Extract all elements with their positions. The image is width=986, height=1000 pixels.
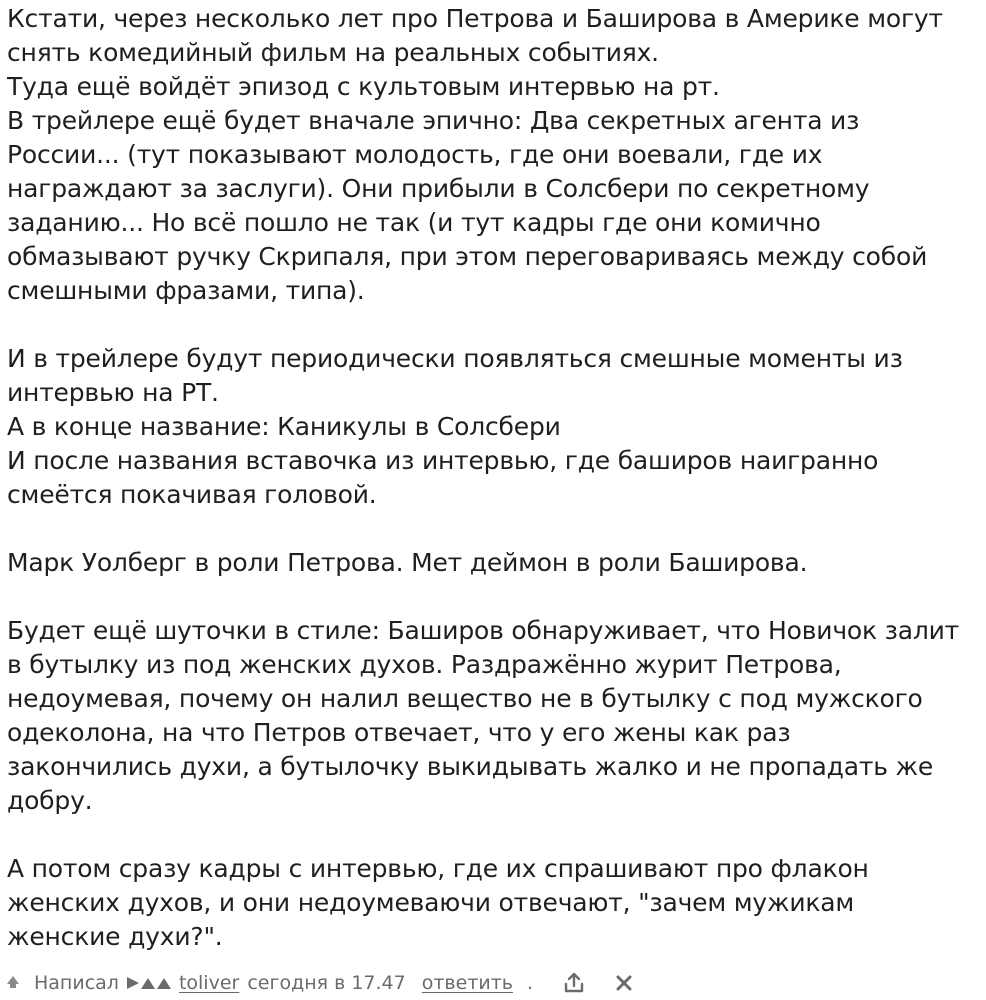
comment-line: снять комедийный фильм на реальных событиях. [7, 38, 659, 67]
share-icon[interactable] [563, 972, 585, 994]
comment-paragraph [7, 614, 980, 818]
comment-line: Туда ещё войдёт эпизод с культовым интервью на рт. [7, 72, 720, 101]
comment-line: А в конце название: Каникулы в Солсбери [7, 412, 561, 441]
comment-line: обмазывают ручку Скрипаля, при этом переговариваясь между собой [7, 242, 928, 271]
comment-line: смешными фразами, типа). [7, 276, 365, 305]
comment-timestamp: сегодня в 17.47 [247, 972, 406, 994]
comment-paragraph [7, 852, 980, 954]
written-label: Написал [34, 972, 119, 994]
comment-line: интервью на РТ. [7, 378, 219, 407]
comment-line: смеётся покачивая головой. [7, 480, 377, 509]
comment-footer [6, 968, 633, 998]
comment-line: России... (тут показывают молодость, где они воевали, где их [7, 140, 823, 169]
comment-line: добру. [7, 786, 93, 815]
comment-line: И в трейлере будут периодически появляться смешные моменты из [7, 344, 903, 373]
comment-line: В трейлере ещё будет вначале эпично: Два секретных агента из [7, 106, 860, 135]
comment-paragraph [7, 546, 980, 580]
comment-line: А потом сразу кадры с интервью, где их спрашивают про флакон [7, 854, 869, 883]
comment-body [7, 2, 980, 954]
reply-link[interactable]: ответить [421, 972, 513, 994]
comment-line: недоумевая, почему он налил вещество не в бутылку с под мужского [7, 684, 923, 713]
comment-line: Кстати, через несколько лет про Петрова и Баширова в Америке могут [7, 4, 943, 33]
comment-paragraph [7, 2, 980, 308]
comment-line: награждают за заслуги). Они прибыли в Солсбери по секретному [7, 174, 870, 203]
footer-separator: . [527, 972, 534, 994]
comment-line: в бутылку из под женских духов. Раздражённо журит Петрова, [7, 650, 842, 679]
comment-line: заданию... Но всё пошло не так (и тут кадры где они комично [7, 208, 821, 237]
comment-line: Марк Уолберг в роли Петрова. Мет деймон в роли Баширова. [7, 548, 808, 577]
comment-line: женские духи?". [7, 922, 223, 951]
close-icon[interactable] [615, 974, 633, 992]
author-link[interactable]: toliver [178, 972, 240, 994]
thumb-up-icon[interactable] [6, 975, 20, 989]
comment-line: закончились духи, а бутылочку выкидывать жалко и не пропадать же [7, 752, 934, 781]
comment-line: одеколона, на что Петров отвечает, что у его жены как раз [7, 718, 791, 747]
comment-line: И после названия вставочка из интервью, где баширов наигранно [7, 446, 879, 475]
comment-line: женских духов, и они недоумеваючи отвечают, "зачем мужикам [7, 888, 855, 917]
comment-line: Будет ещё шуточки в стиле: Баширов обнаруживает, что Новичок залит [7, 616, 960, 645]
rating-arrows-icon [125, 975, 173, 991]
comment-paragraph [7, 342, 980, 512]
